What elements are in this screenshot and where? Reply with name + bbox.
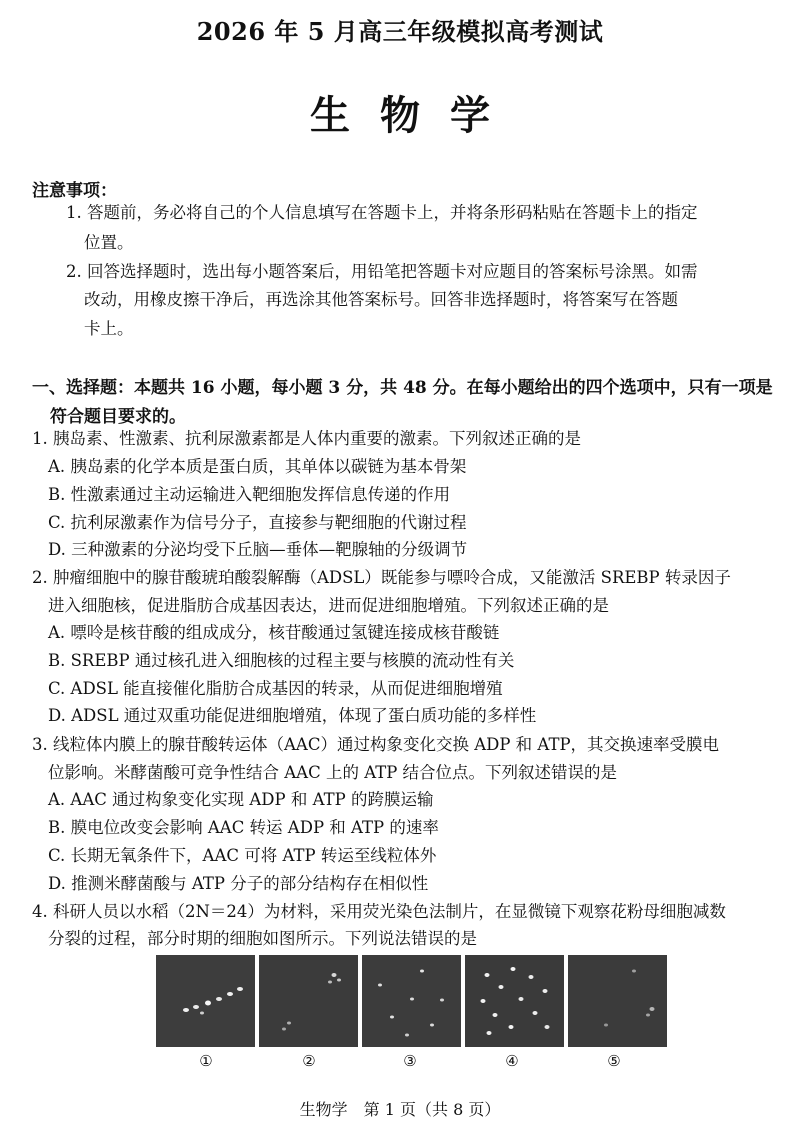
notice-item-1-line-1: 1. 答题前，务必将自己的个人信息填写在答题卡上，并将条形码粘贴在答题卡上的指定: [66, 203, 698, 222]
question-1-option-c: C. 抗利尿激素作为信号分子，直接参与靶细胞的代谢过程: [48, 513, 467, 532]
question-3-option-a: A. AAC 通过构象变化实现 ADP 和 ATP 的跨膜运输: [48, 790, 434, 809]
page-footer: 生物学 第 1 页（共 8 页）: [299, 1100, 501, 1119]
section-heading-line-1: 一、选择题：本题共 16 小题，每小题 3 分，共 48 分。在每小题给出的四个选项中，只有一项是: [32, 378, 773, 398]
section-heading-line-2: 符合题目要求的。: [50, 407, 186, 427]
notice-item-2-line-2: 改动，用橡皮擦干净后，再选涂其他答案标号。回答非选择题时，将答案写在答题: [84, 290, 678, 309]
question-1-option-d: D. 三种激素的分泌均受下丘脑—垂体—靶腺轴的分级调节: [48, 540, 468, 559]
exam-title: 2026 年 5 月高三年级模拟高考测试: [196, 17, 604, 46]
micrograph-5: [568, 955, 667, 1047]
question-3-option-d: D. 推测米酵菌酸与 ATP 分子的部分结构存在相似性: [48, 874, 429, 893]
question-1-stem: 1. 胰岛素、性激素、抗利尿激素都是人体内重要的激素。下列叙述正确的是: [32, 429, 581, 448]
question-2-option-a: A. 嘌呤是核苷酸的组成成分，核苷酸通过氢键连接成核苷酸链: [48, 623, 500, 642]
notice-item-1-line-2: 位置。: [84, 233, 134, 252]
question-4-stem-line-1: 4. 科研人员以水稻（2N＝24）为材料，采用荧光染色法制片，在显微镜下观察花粉母细胞减数: [32, 902, 726, 921]
micrograph-2: [259, 955, 358, 1047]
question-2-stem-line-2: 进入细胞核，促进脂肪合成基因表达，进而促进细胞增殖。下列叙述正确的是: [48, 596, 609, 615]
micrograph-1: [156, 955, 255, 1047]
question-2-option-c: C. ADSL 能直接催化脂肪合成基因的转录，从而促进细胞增殖: [48, 679, 503, 698]
micrograph-label-1: ①: [199, 1052, 213, 1070]
micrograph-label-4: ④: [505, 1052, 519, 1070]
micrograph-3: [362, 955, 461, 1047]
micrograph-label-5: ⑤: [607, 1052, 621, 1070]
micrograph-label-3: ③: [403, 1052, 417, 1070]
question-4-stem-line-2: 分裂的过程，部分时期的细胞如图所示。下列说法错误的是: [48, 929, 477, 948]
micrograph-strip: [156, 955, 670, 1047]
notice-heading: 注意事项：: [32, 181, 117, 201]
subject-title: 生物学: [310, 92, 520, 139]
question-2-option-b: B. SREBP 通过核孔进入细胞核的过程主要与核膜的流动性有关: [48, 651, 515, 670]
micrograph-4: [465, 955, 564, 1047]
question-1-option-a: A. 胰岛素的化学本质是蛋白质，其单体以碳链为基本骨架: [48, 457, 467, 476]
question-3-stem-line-2: 位影响。米酵菌酸可竞争性结合 AAC 上的 ATP 结合位点。下列叙述错误的是: [48, 763, 618, 782]
question-3-option-c: C. 长期无氧条件下，AAC 可将 ATP 转运至线粒体外: [48, 846, 437, 865]
question-3-option-b: B. 膜电位改变会影响 AAC 转运 ADP 和 ATP 的速率: [48, 818, 439, 837]
question-2-stem-line-1: 2. 肿瘤细胞中的腺苷酸琥珀酸裂解酶（ADSL）既能参与嘌呤合成，又能激活 SREBP 转录因子: [32, 568, 731, 587]
question-2-option-d: D. ADSL 通过双重功能促进细胞增殖，体现了蛋白质功能的多样性: [48, 706, 537, 725]
notice-item-2-line-1: 2. 回答选择题时，选出每小题答案后，用铅笔把答题卡对应题目的答案标号涂黑。如需: [66, 262, 698, 281]
question-3-stem-line-1: 3. 线粒体内膜上的腺苷酸转运体（AAC）通过构象变化交换 ADP 和 ATP，其交换速率受膜电: [32, 735, 720, 754]
micrograph-label-2: ②: [302, 1052, 316, 1070]
question-1-option-b: B. 性激素通过主动运输进入靶细胞发挥信息传递的作用: [48, 485, 451, 504]
notice-item-2-line-3: 卡上。: [84, 319, 134, 338]
